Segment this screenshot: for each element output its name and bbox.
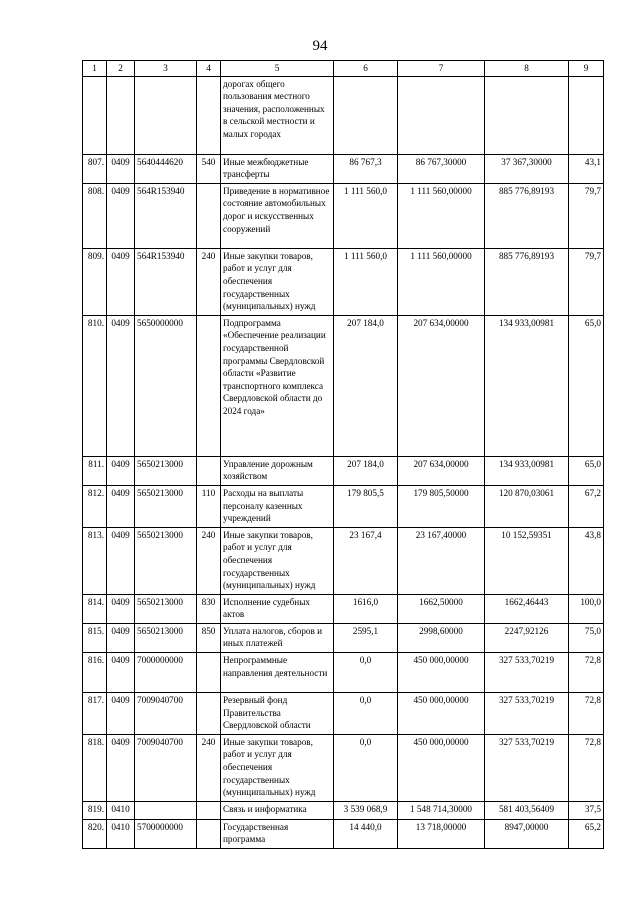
item-name: Резервный фонд Правительства Свердловской области (221, 693, 334, 735)
amount-col6: 1 111 560,0 (334, 248, 398, 315)
expense-type-code (197, 183, 221, 248)
amount-col7: 23 167,40000 (398, 527, 485, 594)
expense-type-code: 540 (197, 154, 221, 183)
expense-type-code (197, 819, 221, 848)
section-code: 0409 (107, 485, 135, 527)
amount-col8: 885 776,89193 (485, 248, 569, 315)
amount-col6: 207 184,0 (334, 315, 398, 456)
amount-col6: 14 440,0 (334, 819, 398, 848)
amount-col7: 450 000,00000 (398, 653, 485, 693)
amount-col8: 134 933,00981 (485, 456, 569, 485)
item-name: дорогах общего пользования местного значения, расположенных в сельской местности и малых городах (221, 76, 334, 154)
table-row (83, 154, 604, 183)
target-article-code: 5700000000 (135, 819, 197, 848)
expense-type-code: 850 (197, 623, 221, 652)
row-number: 807. (83, 154, 107, 183)
amount-col7: 1662,50000 (398, 594, 485, 623)
percent: 65,2 (569, 819, 604, 848)
amount-col6: 179 805,5 (334, 485, 398, 527)
amount-col7: 179 805,50000 (398, 485, 485, 527)
target-article-code: 5650213000 (135, 527, 197, 594)
percent: 37,5 (569, 801, 604, 819)
item-name: Расходы на выплаты персоналу казенных учреждений (221, 485, 334, 527)
item-name: Исполнение судебных актов (221, 594, 334, 623)
section-code: 0409 (107, 183, 135, 248)
amount-col7: 1 111 560,00000 (398, 248, 485, 315)
amount-col8: 327 533,70219 (485, 734, 569, 801)
table-row (83, 693, 604, 735)
amount-col7: 1 111 560,00000 (398, 183, 485, 248)
header-cell: 7 (398, 61, 485, 77)
table-row (83, 819, 604, 848)
expense-type-code (197, 693, 221, 735)
target-article-code: 564R153940 (135, 183, 197, 248)
section-code: 0410 (107, 801, 135, 819)
percent: 72,8 (569, 653, 604, 693)
target-article-code: 5650213000 (135, 623, 197, 652)
target-article-code: 7000000000 (135, 653, 197, 693)
amount-col8: 1662,46443 (485, 594, 569, 623)
item-name: Непрограммные направления деятельности (221, 653, 334, 693)
amount-col7: 1 548 714,30000 (398, 801, 485, 819)
percent: 72,8 (569, 693, 604, 735)
item-name: Государственная программа (221, 819, 334, 848)
item-name: Иные межбюджетные трансферты (221, 154, 334, 183)
amount-col6: 0,0 (334, 693, 398, 735)
header-cell: 8 (485, 61, 569, 77)
amount-col7: 207 634,00000 (398, 456, 485, 485)
amount-col7: 2998,60000 (398, 623, 485, 652)
percent: 75,0 (569, 623, 604, 652)
amount-col8: 120 870,03061 (485, 485, 569, 527)
item-name: Подпрограмма «Обеспечение реализации государственной программы Свердловской области «Развитие транспортного комплекса Свердловской области до 2024 года» (221, 315, 334, 456)
amount-col6: 1 111 560,0 (334, 183, 398, 248)
amount-col7 (398, 76, 485, 154)
amount-col7: 450 000,00000 (398, 693, 485, 735)
table-row (83, 623, 604, 652)
row-number: 811. (83, 456, 107, 485)
item-name: Управление дорожным хозяйством (221, 456, 334, 485)
amount-col6: 2595,1 (334, 623, 398, 652)
table-row (83, 315, 604, 456)
row-number: 818. (83, 734, 107, 801)
header-cell: 2 (107, 61, 135, 77)
expense-type-code: 830 (197, 594, 221, 623)
table-row (83, 76, 604, 154)
table-row (83, 734, 604, 801)
expense-type-code (197, 456, 221, 485)
expense-type-code: 240 (197, 527, 221, 594)
table-row (83, 594, 604, 623)
amount-col6: 3 539 068,9 (334, 801, 398, 819)
expense-type-code: 110 (197, 485, 221, 527)
amount-col8: 2247,92126 (485, 623, 569, 652)
header-cell: 6 (334, 61, 398, 77)
section-code (107, 76, 135, 154)
amount-col8: 327 533,70219 (485, 653, 569, 693)
amount-col6: 1616,0 (334, 594, 398, 623)
amount-col6 (334, 76, 398, 154)
row-number: 815. (83, 623, 107, 652)
item-name: Уплата налогов, сборов и иных платежей (221, 623, 334, 652)
section-code: 0409 (107, 154, 135, 183)
percent: 65,0 (569, 315, 604, 456)
expense-type-code (197, 653, 221, 693)
expense-type-code: 240 (197, 734, 221, 801)
section-code: 0409 (107, 248, 135, 315)
table-row (83, 527, 604, 594)
target-article-code: 7009040700 (135, 693, 197, 735)
percent: 79,7 (569, 248, 604, 315)
amount-col8: 37 367,30000 (485, 154, 569, 183)
percent: 72,8 (569, 734, 604, 801)
item-name: Иные закупки товаров, работ и услуг для обеспечения государственных (муниципальных) нужд (221, 248, 334, 315)
header-cell: 4 (197, 61, 221, 77)
target-article-code: 5650000000 (135, 315, 197, 456)
table-row (83, 456, 604, 485)
amount-col7: 13 718,00000 (398, 819, 485, 848)
item-name: Связь и информатика (221, 801, 334, 819)
target-article-code: 7009040700 (135, 734, 197, 801)
header-cell: 3 (135, 61, 197, 77)
row-number: 819. (83, 801, 107, 819)
percent: 43,8 (569, 527, 604, 594)
percent (569, 76, 604, 154)
item-name: Приведение в нормативное состояние автомобильных дорог и искусственных сооружений (221, 183, 334, 248)
section-code: 0409 (107, 653, 135, 693)
row-number: 812. (83, 485, 107, 527)
amount-col7: 207 634,00000 (398, 315, 485, 456)
amount-col8: 327 533,70219 (485, 693, 569, 735)
expense-type-code (197, 801, 221, 819)
amount-col7: 450 000,00000 (398, 734, 485, 801)
header-cell: 5 (221, 61, 334, 77)
amount-col8 (485, 76, 569, 154)
expense-type-code: 240 (197, 248, 221, 315)
header-cell: 9 (569, 61, 604, 77)
section-code: 0409 (107, 734, 135, 801)
percent: 65,0 (569, 456, 604, 485)
amount-col6: 207 184,0 (334, 456, 398, 485)
percent: 79,7 (569, 183, 604, 248)
row-number: 813. (83, 527, 107, 594)
header-row (83, 61, 604, 77)
amount-col8: 885 776,89193 (485, 183, 569, 248)
amount-col8: 581 403,56409 (485, 801, 569, 819)
percent: 43,1 (569, 154, 604, 183)
table-row (83, 485, 604, 527)
section-code: 0409 (107, 315, 135, 456)
amount-col6: 0,0 (334, 734, 398, 801)
table-row (83, 183, 604, 248)
percent: 100,0 (569, 594, 604, 623)
amount-col8: 134 933,00981 (485, 315, 569, 456)
budget-table (82, 60, 604, 849)
amount-col8: 8947,00000 (485, 819, 569, 848)
percent: 67,2 (569, 485, 604, 527)
page-number: 94 (312, 38, 328, 54)
target-article-code (135, 801, 197, 819)
section-code: 0409 (107, 623, 135, 652)
table-row (83, 248, 604, 315)
row-number: 808. (83, 183, 107, 248)
amount-col6: 86 767,3 (334, 154, 398, 183)
row-number: 810. (83, 315, 107, 456)
section-code: 0409 (107, 527, 135, 594)
item-name: Иные закупки товаров, работ и услуг для обеспечения государственных (муниципальных) нужд (221, 527, 334, 594)
amount-col7: 86 767,30000 (398, 154, 485, 183)
target-article-code: 5650213000 (135, 594, 197, 623)
table-row (83, 801, 604, 819)
row-number: 820. (83, 819, 107, 848)
target-article-code: 5640444620 (135, 154, 197, 183)
row-number: 814. (83, 594, 107, 623)
target-article-code: 564R153940 (135, 248, 197, 315)
target-article-code (135, 76, 197, 154)
header-cell: 1 (83, 61, 107, 77)
amount-col6: 23 167,4 (334, 527, 398, 594)
target-article-code: 5650213000 (135, 485, 197, 527)
row-number: 809. (83, 248, 107, 315)
section-code: 0409 (107, 594, 135, 623)
table-row (83, 653, 604, 693)
expense-type-code (197, 315, 221, 456)
expense-type-code (197, 76, 221, 154)
row-number: 817. (83, 693, 107, 735)
section-code: 0409 (107, 456, 135, 485)
target-article-code: 5650213000 (135, 456, 197, 485)
row-number (83, 76, 107, 154)
section-code: 0410 (107, 819, 135, 848)
row-number: 816. (83, 653, 107, 693)
amount-col6: 0,0 (334, 653, 398, 693)
amount-col8: 10 152,59351 (485, 527, 569, 594)
item-name: Иные закупки товаров, работ и услуг для обеспечения государственных (муниципальных) нужд (221, 734, 334, 801)
section-code: 0409 (107, 693, 135, 735)
